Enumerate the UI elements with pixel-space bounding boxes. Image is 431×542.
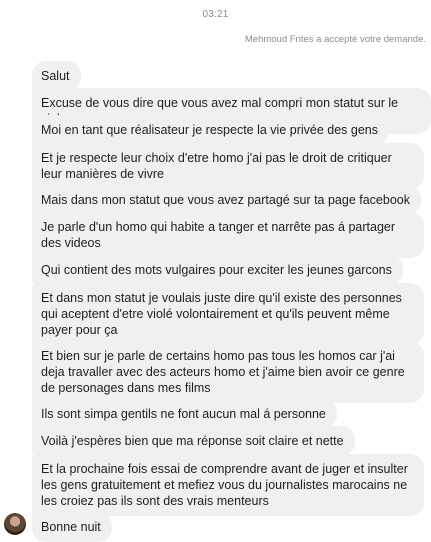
message-bubble[interactable]: Salut bbox=[32, 61, 81, 91]
message-bubble[interactable]: Et bien sur je parle de certains homo pas tous les homos car j'ai deja travaller avec des acteurs homo et j'aime bien avoir ce genre de personages dans mes films bbox=[32, 341, 424, 403]
timestamp: 03:21 bbox=[202, 9, 229, 20]
message-bubble[interactable]: Mais dans mon statut que vous avez partagé sur ta page facebook bbox=[32, 185, 421, 215]
message-bubble[interactable]: Bonne nuit bbox=[32, 512, 112, 542]
message-bubble[interactable]: Moi en tant que réalisateur je respecte la vie privée des gens bbox=[32, 115, 389, 145]
system-message: Mehmoud Frites a accepté votre demande. bbox=[244, 34, 426, 45]
message-bubble[interactable]: Et dans mon statut je voulais juste dire qu'il existe des personnes qui aceptent d'etre violé volontairement et qu'ils peuvent même payer pour ça bbox=[32, 283, 424, 345]
message-bubble[interactable]: Et je respecte leur choix d'etre homo j'ai pas le droit de critiquer leur manières de vivre bbox=[32, 143, 424, 189]
message-bubble[interactable]: Voilà j'espères bien que ma réponse soit claire et nette bbox=[32, 426, 355, 456]
contact-avatar[interactable] bbox=[4, 513, 26, 535]
message-bubble[interactable]: Excuse de vous dire que vous avez mal compri mon statut sur le bbox=[32, 88, 431, 134]
message-bubble[interactable]: Et la prochaine fois essai de comprendre avant de juger et insulter les gens gratuitement et mefiez vous du journalistes marocains ne les croiez pas ils sont des vrais menteurs bbox=[32, 454, 424, 516]
message-bubble[interactable]: Ils sont simpa gentils ne font aucun mal á personne bbox=[32, 399, 337, 429]
message-bubble[interactable]: Qui contient des mots vulgaires pour exciter les jeunes garcons bbox=[32, 255, 403, 285]
message-bubble[interactable]: Je parle d'un homo qui habite a tanger et narrête pas á partager des videos bbox=[32, 212, 424, 258]
